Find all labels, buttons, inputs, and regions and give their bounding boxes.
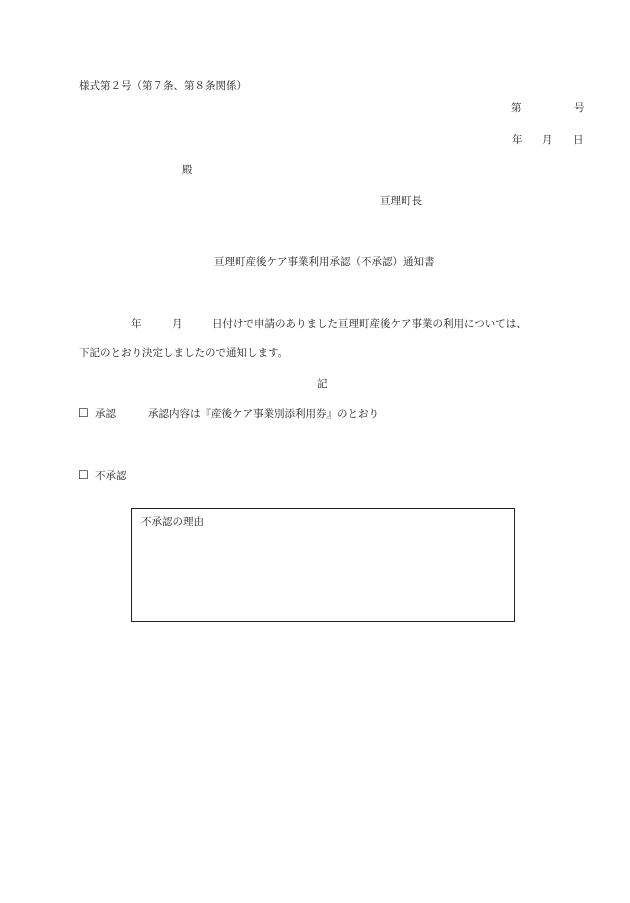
approval-content: 承認内容は『産後ケア事業別添利用券』のとおり bbox=[148, 408, 379, 420]
form-number: 様式第２号（第７条、第８条関係） bbox=[79, 80, 247, 92]
disapproval-checkbox[interactable]: ☐ bbox=[78, 468, 89, 482]
document-title: 亘理町産後ケア事業利用承認（不承認）通知書 bbox=[214, 256, 435, 268]
body-month-label: 月 bbox=[172, 318, 183, 330]
disapproval-reason-label: 不承認の理由 bbox=[141, 516, 204, 528]
disapproval-reason-box[interactable] bbox=[131, 508, 515, 622]
issuer-name: 亘理町長 bbox=[380, 195, 422, 207]
date-day-label: 日 bbox=[573, 134, 584, 146]
disapproval-label: 不承認 bbox=[95, 470, 127, 482]
body-year-label: 年 bbox=[131, 318, 142, 330]
doc-number-go: 号 bbox=[574, 102, 585, 114]
body-line2-text: 下記のとおり決定しましたので通知します。 bbox=[79, 347, 289, 359]
body-line1-text: 日付けで申請のありました亘理町産後ケア事業の利用については、 bbox=[212, 318, 527, 330]
approval-checkbox[interactable]: ☐ bbox=[78, 406, 89, 420]
ki-heading: 記 bbox=[317, 378, 328, 390]
addressee-suffix: 殿 bbox=[182, 164, 193, 176]
date-month-label: 月 bbox=[542, 134, 553, 146]
date-year-label: 年 bbox=[512, 134, 523, 146]
doc-number-dai: 第 bbox=[511, 102, 522, 114]
approval-label: 承認 bbox=[95, 408, 116, 420]
